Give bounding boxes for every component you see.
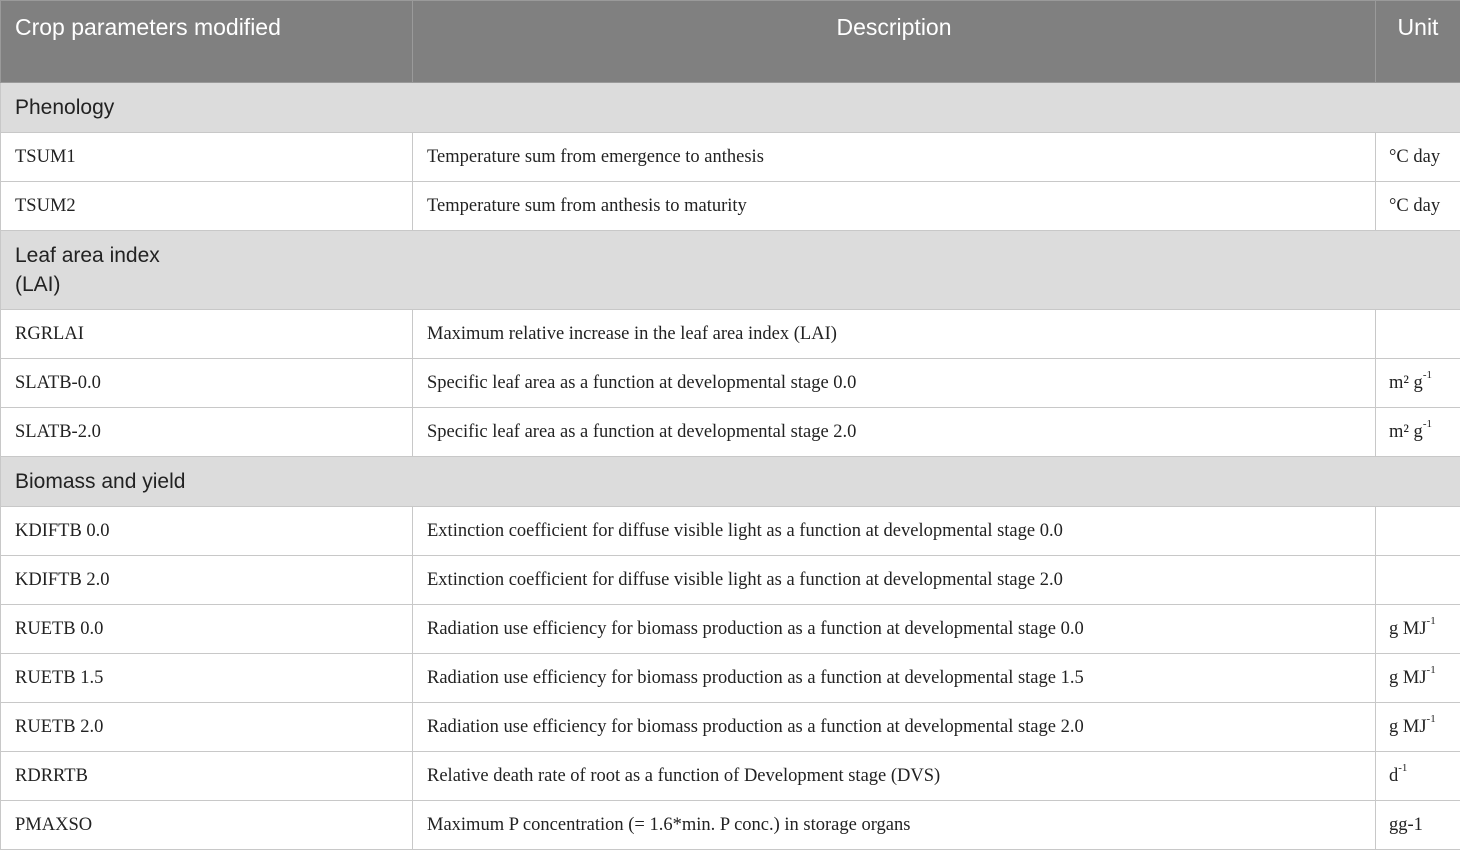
section-row-biomass-and-yield	[1, 457, 1460, 507]
table-row	[1, 654, 1460, 703]
table-row	[1, 408, 1460, 457]
param-cell: TSUM1	[1, 133, 413, 182]
unit-cell	[1376, 703, 1460, 752]
header-description: Description	[413, 1, 1376, 83]
param-cell: TSUM2	[1, 182, 413, 231]
unit-cell	[1376, 801, 1460, 850]
section-row-phenology	[1, 83, 1460, 133]
unit-cell	[1376, 408, 1460, 457]
unit-cell	[1376, 182, 1460, 231]
description-cell: Extinction coefficient for diffuse visible light as a function at developmental stage 0.0	[413, 507, 1376, 556]
param-cell: SLATB-0.0	[1, 359, 413, 408]
unit-cell	[1376, 654, 1460, 703]
table-row	[1, 556, 1460, 605]
description-cell: Radiation use efficiency for biomass production as a function at developmental stage 2.0	[413, 703, 1376, 752]
table-row	[1, 310, 1460, 359]
unit-cell	[1376, 133, 1460, 182]
unit-superscript: -1	[1423, 418, 1432, 430]
param-cell: RDRRTB	[1, 752, 413, 801]
description-cell: Temperature sum from anthesis to maturity	[413, 182, 1376, 231]
unit-cell	[1376, 359, 1460, 408]
table-row	[1, 507, 1460, 556]
param-cell: RUETB 1.5	[1, 654, 413, 703]
param-cell: RUETB 0.0	[1, 605, 413, 654]
description-cell: Maximum relative increase in the leaf area index (LAI)	[413, 310, 1376, 359]
unit-superscript: -1	[1427, 713, 1436, 725]
section-title: Biomass and yield	[1, 457, 1460, 507]
unit-text: gg-1	[1389, 815, 1423, 835]
unit-text: d	[1389, 766, 1398, 786]
unit-superscript: -1	[1423, 369, 1432, 381]
section-row-leaf-area-index	[1, 231, 1460, 310]
table-row	[1, 182, 1460, 231]
description-cell: Radiation use efficiency for biomass production as a function at developmental stage 1.5	[413, 654, 1376, 703]
param-cell: RUETB 2.0	[1, 703, 413, 752]
table-row	[1, 801, 1460, 850]
unit-cell	[1376, 310, 1460, 359]
param-cell: PMAXSO	[1, 801, 413, 850]
unit-text: m² g	[1389, 422, 1423, 442]
unit-superscript: -1	[1427, 615, 1436, 627]
unit-text: g MJ	[1389, 619, 1427, 639]
description-cell: Specific leaf area as a function at developmental stage 2.0	[413, 408, 1376, 457]
param-cell: RGRLAI	[1, 310, 413, 359]
description-cell: Specific leaf area as a function at developmental stage 0.0	[413, 359, 1376, 408]
unit-cell	[1376, 752, 1460, 801]
table-row	[1, 133, 1460, 182]
unit-cell	[1376, 605, 1460, 654]
header-parameter: Crop parameters modified	[1, 1, 413, 83]
section-title: Phenology	[1, 83, 1460, 133]
unit-superscript: -1	[1427, 664, 1436, 676]
header-row	[1, 1, 1460, 83]
section-title	[1, 231, 1460, 310]
unit-cell	[1376, 507, 1460, 556]
unit-text: °C day	[1389, 147, 1440, 167]
unit-text: g MJ	[1389, 668, 1427, 688]
section-title-text: Leaf area index (LAI)	[15, 241, 175, 299]
description-cell: Relative death rate of root as a function of Development stage (DVS)	[413, 752, 1376, 801]
unit-text: m² g	[1389, 373, 1423, 393]
param-cell: KDIFTB 2.0	[1, 556, 413, 605]
table-body	[1, 83, 1460, 850]
table-row	[1, 703, 1460, 752]
header-unit: Unit	[1376, 1, 1460, 83]
table-row	[1, 752, 1460, 801]
unit-text: °C day	[1389, 196, 1440, 216]
description-cell: Temperature sum from emergence to anthesis	[413, 133, 1376, 182]
description-cell: Radiation use efficiency for biomass production as a function at developmental stage 0.0	[413, 605, 1376, 654]
unit-text: g MJ	[1389, 717, 1427, 737]
table-row	[1, 359, 1460, 408]
unit-superscript: -1	[1398, 762, 1407, 774]
description-cell: Maximum P concentration (= 1.6*min. P conc.) in storage organs	[413, 801, 1376, 850]
param-cell: KDIFTB 0.0	[1, 507, 413, 556]
unit-cell	[1376, 556, 1460, 605]
param-cell: SLATB-2.0	[1, 408, 413, 457]
description-cell: Extinction coefficient for diffuse visible light as a function at developmental stage 2.0	[413, 556, 1376, 605]
table-header	[1, 1, 1460, 83]
table-row	[1, 605, 1460, 654]
